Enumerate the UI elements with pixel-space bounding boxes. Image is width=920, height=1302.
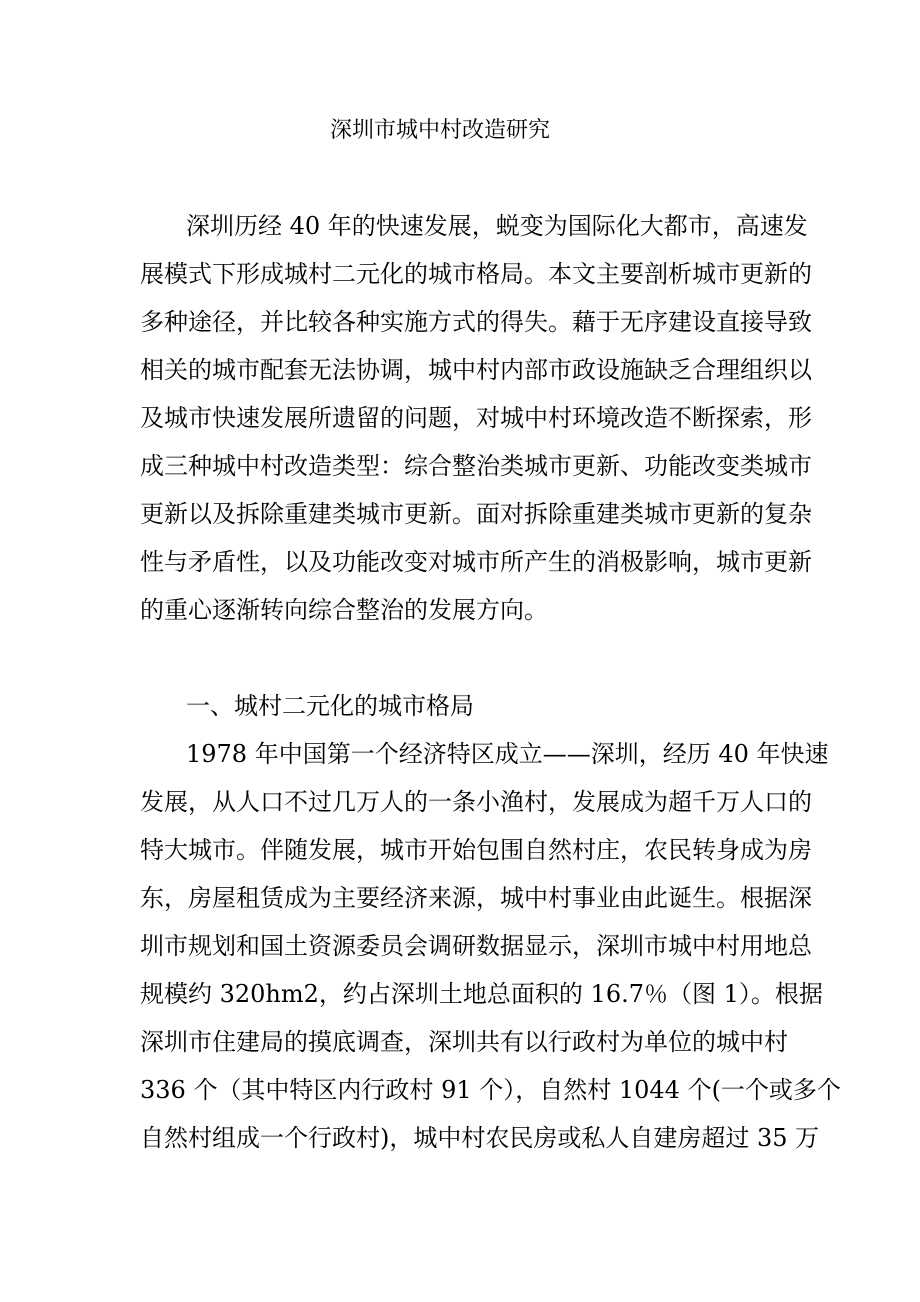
section-paragraph [140,730,841,1162]
abstract-line: 及城市快速发展所遗留的问题，对城中村环境改造不断探索，形 [140,404,812,432]
section-line: 自然村组成一个行政村)，城中村农民房或私人自建房超过 35 万 [140,1124,820,1152]
section-line: 特大城市。伴随发展，城市开始包围自然村庄，农民转身成为房 [140,836,812,864]
section-line: 东，房屋租赁成为主要经济来源，城中村事业由此诞生。根据深 [140,884,812,912]
abstract-line: 相关的城市配套无法协调，城中村内部市政设施缺乏合理组织以 [140,356,812,384]
abstract-line: 的重心逐渐转向综合整治的发展方向。 [140,596,548,624]
document-title: 深圳市城中村改造研究 [329,118,550,143]
section-heading: 一、城村二元化的城市格局 [186,692,474,720]
section-line: 1978 年中国第一个经济特区成立——深圳，经历 40 年快速 [186,740,829,768]
abstract-line: 多种途径，并比较各种实施方式的得失。藉于无序建设直接导致 [140,308,812,336]
section-line: 深圳市住建局的摸底调查，深圳共有以行政村为单位的城中村 [140,1028,788,1056]
section-line: 规模约 320hm2，约占深圳土地总面积的 16.7％（图 1）。根据 [140,980,823,1008]
section-line: 336 个（其中特区内行政村 91 个），自然村 1044 个(一个或多个 [140,1076,841,1104]
abstract-line: 深圳历经 40 年的快速发展，蜕变为国际化大都市，高速发 [186,212,808,240]
section-heading-block [140,682,782,730]
section-line: 发展，从人口不过几万人的一条小渔村，发展成为超千万人口的 [140,788,812,816]
abstract-line: 成三种城中村改造类型：综合整治类城市更新、功能改变类城市 [140,452,812,480]
abstract-paragraph [140,202,812,634]
abstract-line: 更新以及拆除重建类城市更新。面对拆除重建类城市更新的复杂 [140,500,812,528]
section-line: 圳市规划和国土资源委员会调研数据显示，深圳市城中村用地总 [140,932,812,960]
abstract-line: 展模式下形成城村二元化的城市格局。本文主要剖析城市更新的 [140,260,812,288]
abstract-line: 性与矛盾性，以及功能改变对城市所产生的消极影响，城市更新 [140,548,812,576]
